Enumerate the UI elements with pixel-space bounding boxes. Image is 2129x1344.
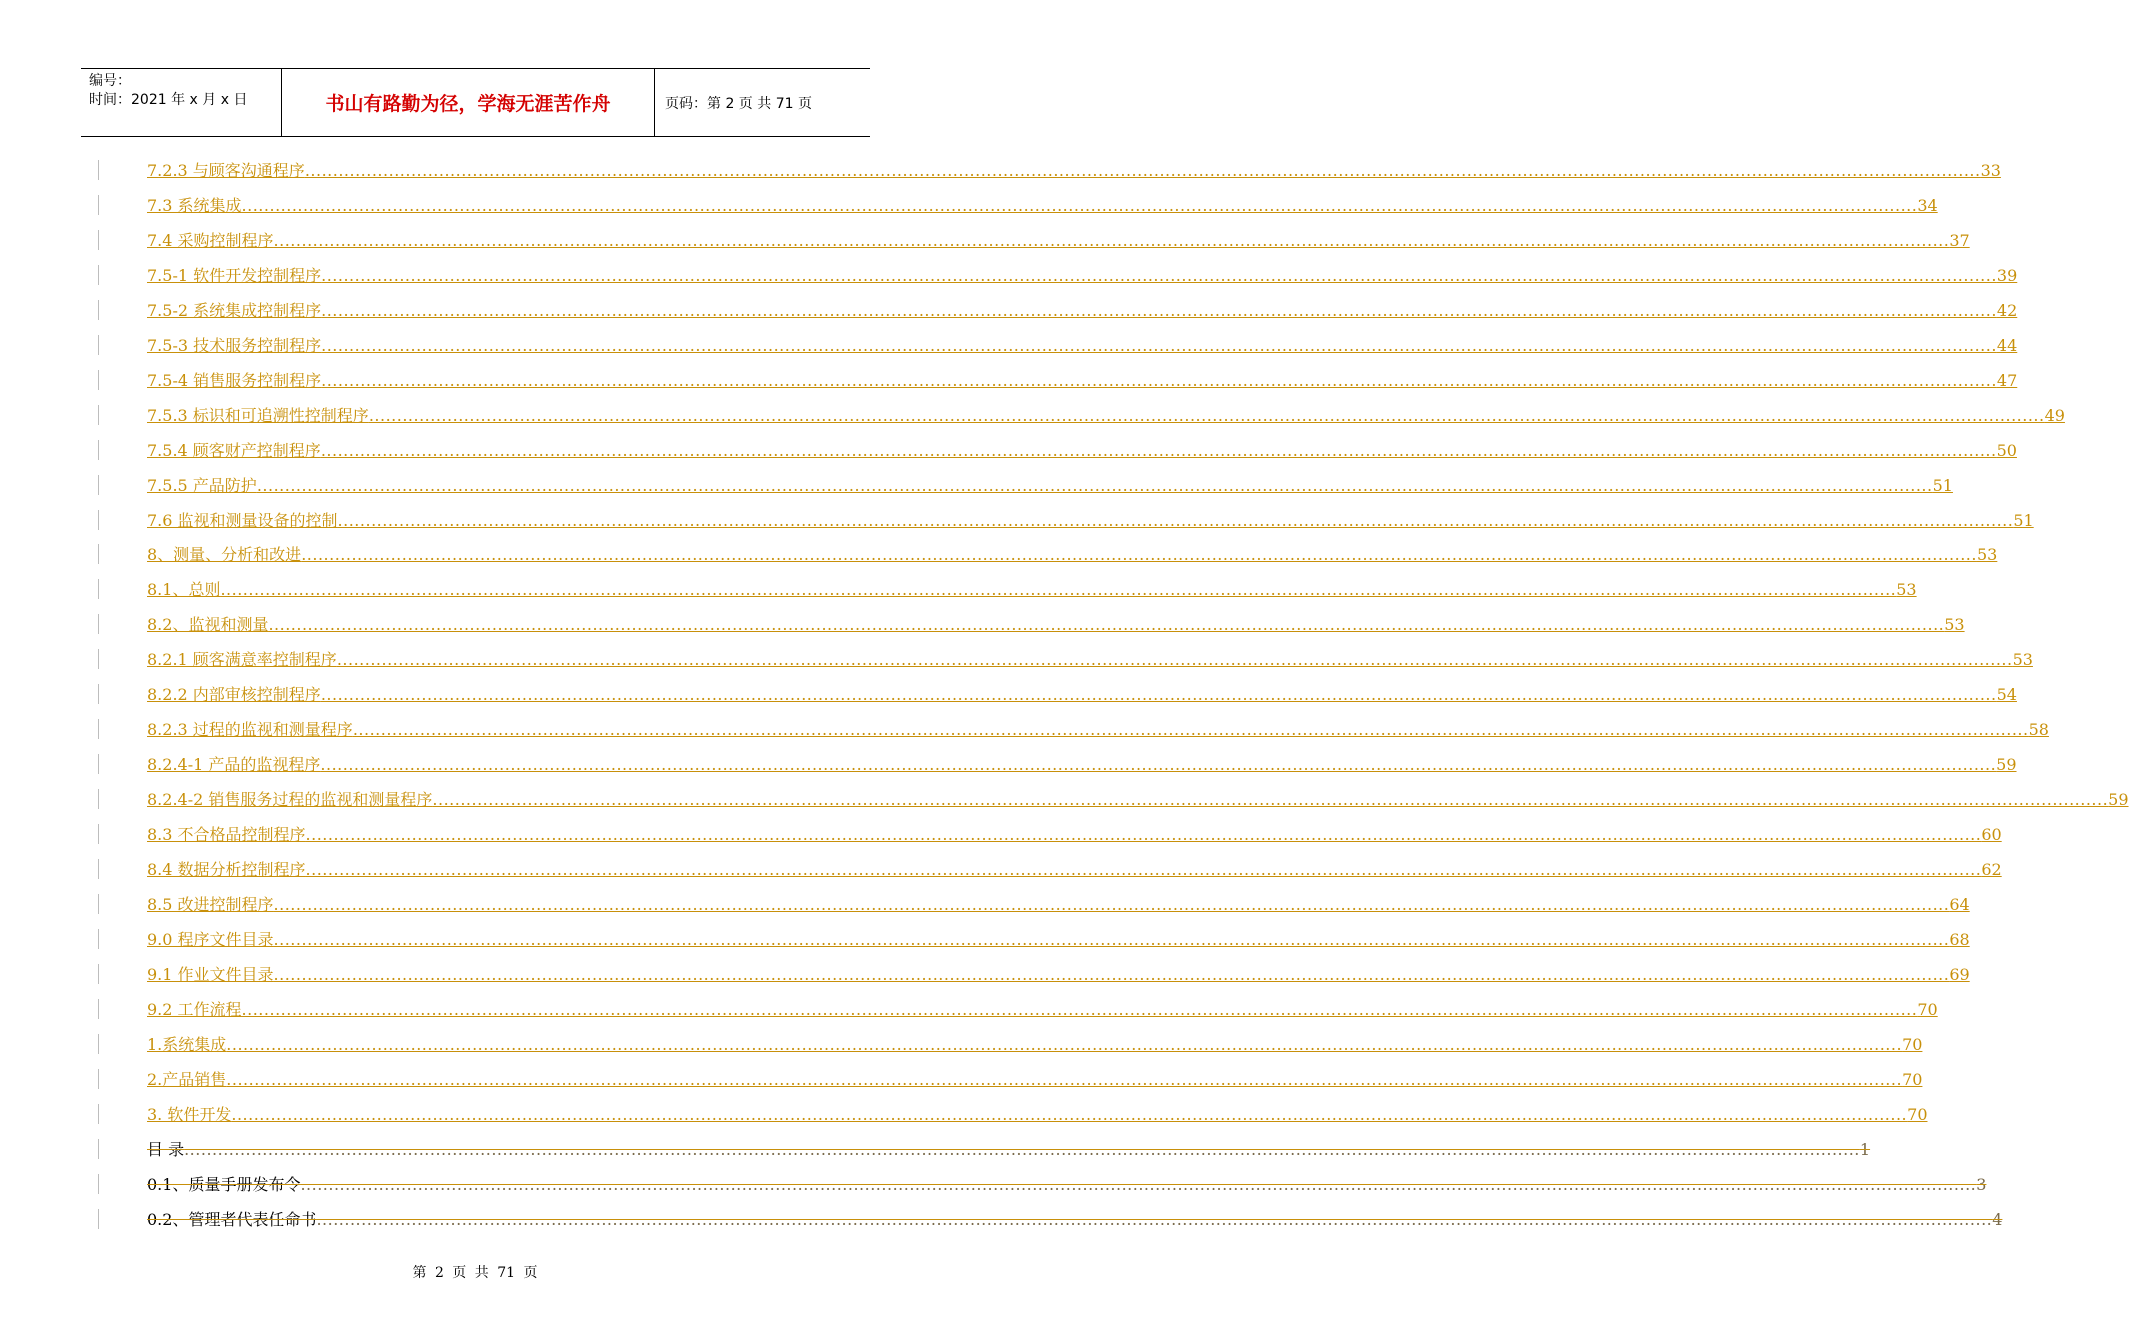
- toc-leader-dots: ............................................................................................................................................................................................................................................................................................................: [337, 510, 2014, 530]
- change-bar: [98, 964, 99, 984]
- toc-row: [0, 712, 2049, 747]
- toc-entry-link[interactable]: [147, 404, 2065, 426]
- toc-entry-title: 7.5.5 产品防护: [147, 475, 257, 495]
- toc-entry-page: 53: [1976, 545, 1998, 565]
- toc-entry-title: 7.5.3 标识和可追溯性控制程序: [147, 405, 369, 425]
- toc-leader-dots: ............................................................................................................................................................................................................................................................................................................: [432, 790, 2109, 810]
- toc-leader-dots: ............................................................................................................................................................................................................................................................................................................: [256, 475, 1933, 495]
- toc-entry-link[interactable]: [147, 613, 1965, 635]
- toc-row: [0, 188, 1938, 223]
- toc-row: [0, 1027, 1923, 1062]
- motto: 书山有路勤为径，学海无涯苦作舟: [282, 69, 655, 136]
- toc-leader-dots: ............................................................................................................................................................................................................................................................................................................: [268, 615, 1945, 635]
- toc-entry-page: 62: [1981, 860, 2002, 879]
- toc-row: [0, 852, 2002, 887]
- toc-entry-title: 8.1、总则: [147, 580, 221, 600]
- toc-entry-page: 68: [1949, 929, 1970, 949]
- toc-entry-page: 70: [1907, 1104, 1928, 1124]
- toc-entry-page: 47: [1996, 370, 2018, 390]
- toc-entry-page: 53: [1944, 615, 1965, 635]
- toc-entry-link[interactable]: [147, 1208, 2003, 1230]
- toc-row: [0, 328, 2018, 363]
- toc-entry-link[interactable]: [147, 229, 1970, 251]
- toc-leader-dots: ............................................................................................................................................................................................................................................................................................................: [184, 1139, 1860, 1159]
- page-info: 页码：第 2 页 共 71 页: [665, 95, 812, 112]
- toc-leader-dots: ............................................................................................................................................................................................................................................................................................................: [368, 405, 2045, 425]
- toc-entry-title: 目 录: [147, 1139, 185, 1159]
- toc-entry-page: 1: [1859, 1139, 1871, 1159]
- toc-leader-dots: ............................................................................................................................................................................................................................................................................................................: [321, 265, 1997, 285]
- toc-entry-title: 7.2.3 与顾客沟通程序: [147, 161, 305, 180]
- toc-entry-page: 64: [1949, 894, 1970, 914]
- toc-leader-dots: ............................................................................................................................................................................................................................................................................................................: [321, 335, 1997, 355]
- toc-leader-dots: ............................................................................................................................................................................................................................................................................................................: [321, 300, 1997, 320]
- toc-row: [0, 992, 1938, 1027]
- toc-entry-title: 7.5-2 系统集成控制程序: [147, 300, 322, 320]
- toc-leader-dots: ............................................................................................................................................................................................................................................................................................................: [273, 230, 1950, 250]
- toc-entry-title: 7.5-3 技术服务控制程序: [147, 335, 322, 355]
- toc-entry-page: 3: [1976, 1174, 1987, 1194]
- toc-leader-dots: ............................................................................................................................................................................................................................................................................................................: [316, 1209, 1993, 1229]
- toc-entry-link[interactable]: [147, 858, 2002, 880]
- toc-entry-title: 8、测量、分析和改进: [147, 545, 302, 565]
- toc-row: [0, 153, 2001, 188]
- code-label: 编号：: [89, 73, 131, 89]
- toc-row: [0, 677, 2017, 712]
- change-bar: [98, 999, 99, 1019]
- toc-row: [0, 1062, 1923, 1097]
- toc-entry-page: 37: [1949, 230, 1970, 250]
- toc-entry-link[interactable]: [147, 1138, 1871, 1160]
- change-bar: [98, 1069, 99, 1089]
- time-label: 时间：2021 年 x 月 x 日: [89, 92, 248, 108]
- toc-row: [0, 782, 2129, 817]
- change-bar: [98, 335, 99, 355]
- toc-leader-dots: ............................................................................................................................................................................................................................................................................................................: [273, 894, 1950, 914]
- toc-entry-page: 59: [1996, 755, 2017, 775]
- toc-row: [0, 1202, 2003, 1237]
- toc-entry-link[interactable]: [147, 543, 1998, 565]
- toc-leader-dots: ............................................................................................................................................................................................................................................................................................................: [321, 370, 1997, 390]
- change-bar: [98, 1104, 99, 1124]
- change-bar: [98, 160, 99, 180]
- header-table: [81, 68, 870, 137]
- toc-row: [0, 433, 2017, 468]
- change-bar: [98, 300, 99, 320]
- toc-entry-page: 70: [1902, 1034, 1923, 1054]
- toc-leader-dots: ............................................................................................................................................................................................................................................................................................................: [305, 860, 1982, 879]
- toc-entry-link[interactable]: [147, 963, 1970, 985]
- toc-entry-link[interactable]: [147, 823, 2002, 845]
- change-bar: [98, 1174, 99, 1194]
- change-bar: [98, 544, 99, 564]
- toc-entry-link[interactable]: [147, 264, 2018, 286]
- toc-entry-link[interactable]: [147, 753, 2017, 775]
- toc-entry-link[interactable]: [147, 718, 2049, 740]
- toc-entry-page: 4: [1992, 1209, 2003, 1229]
- toc-entry-page: 59: [2108, 790, 2129, 810]
- toc-entry-title: 2.产品销售: [147, 1069, 227, 1089]
- toc-entry-title: 7.5.4 顾客财产控制程序: [147, 440, 321, 460]
- toc-row: [0, 468, 1953, 503]
- toc-entry-link[interactable]: [147, 1173, 1987, 1195]
- toc-row: [0, 1167, 1987, 1202]
- toc-entry-title: 0.2、管理者代表任命书: [147, 1209, 317, 1229]
- toc-entry-link[interactable]: [147, 334, 2018, 356]
- change-bar: [98, 824, 99, 844]
- toc-leader-dots: ............................................................................................................................................................................................................................................................................................................: [336, 650, 2013, 670]
- toc-entry-title: 8.4 数据分析控制程序: [147, 860, 306, 879]
- toc-entry-title: 8.2.4-2 销售服务过程的监视和测量程序: [147, 790, 433, 810]
- change-bar: [98, 719, 99, 739]
- toc-entry-link[interactable]: [147, 648, 2033, 670]
- toc-entry-link[interactable]: [147, 474, 1953, 496]
- toc-entry-link[interactable]: [147, 1068, 1923, 1090]
- change-bar: [98, 230, 99, 250]
- toc-leader-dots: ............................................................................................................................................................................................................................................................................................................: [305, 825, 1982, 845]
- change-bar: [98, 614, 99, 634]
- toc-leader-dots: ............................................................................................................................................................................................................................................................................................................: [300, 1174, 1977, 1194]
- toc-row: [0, 607, 1965, 642]
- toc-entry-link[interactable]: [147, 1033, 1923, 1055]
- toc-entry-link[interactable]: [147, 299, 2018, 321]
- toc-entry-page: 33: [1980, 161, 2001, 180]
- toc-entry-title: 7.4 采购控制程序: [147, 230, 274, 250]
- toc-entry-title: 8.2、监视和测量: [147, 615, 269, 635]
- change-bar: [98, 1034, 99, 1054]
- toc-entry-link[interactable]: [147, 369, 2018, 391]
- change-bar: [98, 754, 99, 774]
- change-bar: [98, 405, 99, 425]
- toc-entry-link[interactable]: [147, 509, 2034, 531]
- toc-entry-title: 9.0 程序文件目录: [147, 929, 274, 949]
- toc-row: [0, 398, 2065, 433]
- toc-entry-page: 60: [1981, 825, 2002, 845]
- toc-entry-title: 8.2.4-1 产品的监视程序: [147, 755, 321, 775]
- change-bar: [98, 649, 99, 669]
- toc-row: [0, 572, 1917, 607]
- toc-entry-link[interactable]: [147, 194, 1938, 216]
- change-bar: [98, 510, 99, 530]
- toc-entry-title: 7.5-1 软件开发控制程序: [147, 265, 322, 285]
- toc-row: [0, 747, 2017, 782]
- toc-row: [0, 922, 1970, 957]
- toc-entry-title: 9.1 作业文件目录: [147, 964, 274, 984]
- toc-leader-dots: ............................................................................................................................................................................................................................................................................................................: [226, 1034, 1903, 1054]
- toc-leader-dots: ............................................................................................................................................................................................................................................................................................................: [352, 720, 2029, 740]
- toc-row: [0, 537, 1998, 572]
- toc-leader-dots: ............................................................................................................................................................................................................................................................................................................: [226, 1069, 1903, 1089]
- toc-row: [0, 503, 2034, 538]
- change-bar: [98, 475, 99, 495]
- toc-leader-dots: ............................................................................................................................................................................................................................................................................................................: [320, 685, 1997, 705]
- toc-entry-title: 1.系统集成: [147, 1034, 227, 1054]
- toc-leader-dots: ............................................................................................................................................................................................................................................................................................................: [301, 545, 1977, 565]
- toc-entry-link[interactable]: [147, 578, 1917, 600]
- toc-entry-title: 7.3 系统集成: [147, 195, 242, 215]
- toc-row: [0, 817, 2002, 852]
- toc-entry-page: 51: [2013, 510, 2034, 530]
- header-meta-cell: [81, 69, 282, 136]
- toc-leader-dots: ............................................................................................................................................................................................................................................................................................................: [304, 161, 1981, 180]
- toc-entry-title: 9.2 工作流程: [147, 999, 242, 1019]
- toc-row: [0, 223, 1970, 258]
- change-bar: [98, 684, 99, 704]
- toc-entry-link[interactable]: [147, 788, 2129, 810]
- toc-entry-title: 8.2.3 过程的监视和测量程序: [147, 720, 353, 740]
- toc-entry-link[interactable]: [147, 998, 1938, 1020]
- toc-row: [0, 258, 2018, 293]
- toc-entry-page: 50: [1996, 440, 2017, 460]
- toc-entry-link[interactable]: [147, 928, 1970, 950]
- toc-entry-page: 54: [1996, 685, 2017, 705]
- toc-entry-page: 69: [1949, 964, 1970, 984]
- toc-entry-page: 42: [1996, 300, 2018, 320]
- toc-row: [0, 887, 1970, 922]
- toc-leader-dots: ............................................................................................................................................................................................................................................................................................................: [320, 440, 1997, 460]
- toc-entry-title: 8.2.1 顾客满意率控制程序: [147, 650, 337, 670]
- toc-entry-page: 34: [1917, 195, 1938, 215]
- toc-entry-link[interactable]: [147, 1103, 1928, 1125]
- toc-row: [0, 363, 2018, 398]
- toc-entry-page: 44: [1996, 335, 2018, 355]
- toc-entry-page: 49: [2044, 405, 2065, 425]
- toc-entry-title: 7.6 监视和测量设备的控制: [147, 510, 338, 530]
- toc-entry-title: 7.5-4 销售服务控制程序: [147, 370, 322, 390]
- change-bar: [98, 579, 99, 599]
- toc-entry-title: 8.2.2 内部审核控制程序: [147, 685, 321, 705]
- toc-row: [0, 293, 2018, 328]
- toc-entry-title: 3. 软件开发: [147, 1104, 232, 1124]
- toc-leader-dots: ............................................................................................................................................................................................................................................................................................................: [220, 580, 1897, 600]
- toc-leader-dots: ............................................................................................................................................................................................................................................................................................................: [241, 195, 1918, 215]
- toc-entry-link[interactable]: [147, 439, 2017, 461]
- toc-entry-title: 8.3 不合格品控制程序: [147, 825, 306, 845]
- toc-leader-dots: ............................................................................................................................................................................................................................................................................................................: [320, 755, 1997, 775]
- toc-entry-page: 70: [1917, 999, 1938, 1019]
- toc-entry-page: 39: [1996, 265, 2018, 285]
- toc-entry-link[interactable]: [147, 159, 2001, 181]
- change-bar: [98, 265, 99, 285]
- toc-row: [0, 1097, 1928, 1132]
- change-bar: [98, 370, 99, 390]
- toc-entry-link[interactable]: [147, 893, 1970, 915]
- change-bar: [98, 929, 99, 949]
- change-bar: [98, 859, 99, 879]
- toc-row: [0, 642, 2033, 677]
- toc-entry-title: 0.1、质量手册发布令: [147, 1174, 301, 1194]
- change-bar: [98, 789, 99, 809]
- toc-leader-dots: ............................................................................................................................................................................................................................................................................................................: [241, 999, 1918, 1019]
- toc-entry-page: 53: [2012, 650, 2033, 670]
- change-bar: [98, 195, 99, 215]
- toc-entry-title: 8.5 改进控制程序: [147, 894, 274, 914]
- change-bar: [98, 894, 99, 914]
- toc-row: [0, 1132, 1871, 1167]
- change-bar: [98, 440, 99, 460]
- toc-entry-link[interactable]: [147, 683, 2017, 705]
- toc-entry-page: 53: [1896, 580, 1917, 600]
- toc-row: [0, 957, 1970, 992]
- toc-entry-page: 51: [1932, 475, 1953, 495]
- page-footer: 第 2 页 共 71 页: [412, 1265, 538, 1281]
- change-bar: [98, 1209, 99, 1229]
- toc-leader-dots: ............................................................................................................................................................................................................................................................................................................: [231, 1104, 1908, 1124]
- toc-leader-dots: ............................................................................................................................................................................................................................................................................................................: [273, 929, 1950, 949]
- change-bar: [98, 1139, 99, 1159]
- toc-entry-page: 70: [1902, 1069, 1923, 1089]
- toc-entry-page: 58: [2028, 720, 2049, 740]
- toc-leader-dots: ............................................................................................................................................................................................................................................................................................................: [273, 964, 1950, 984]
